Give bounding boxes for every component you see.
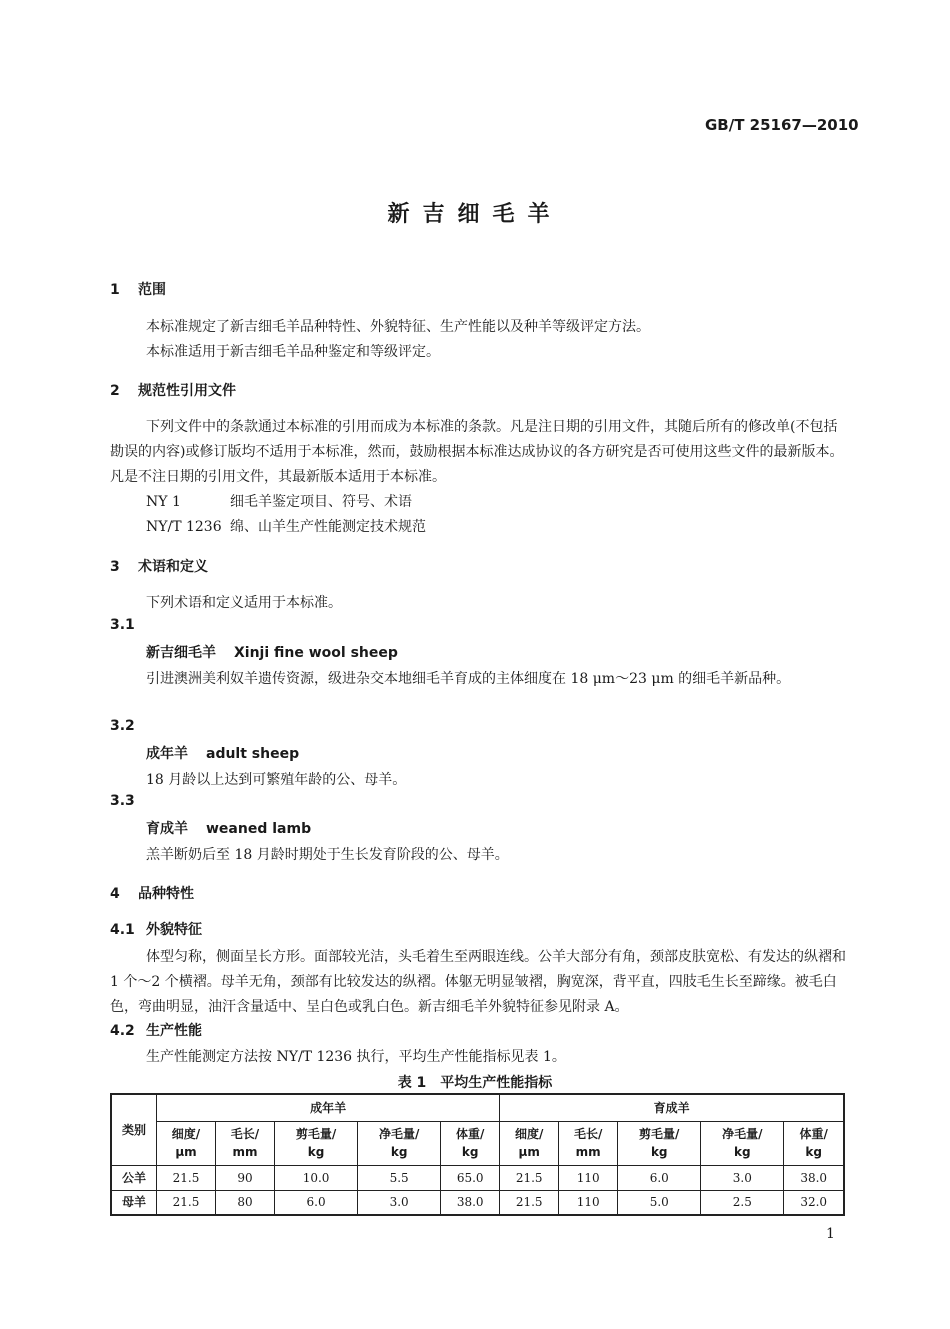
- section-number: 1: [110, 282, 120, 298]
- column-header: [216, 1121, 275, 1165]
- column-label: 剪毛量/: [639, 1127, 680, 1141]
- table-cell: 2.5: [701, 1190, 784, 1215]
- table-row: [111, 1190, 844, 1215]
- table-cell: 65.0: [441, 1165, 500, 1190]
- column-unit: kg: [307, 1145, 325, 1159]
- column-header: [701, 1121, 784, 1165]
- term-heading: [146, 642, 398, 662]
- paragraph: 体型匀称，侧面呈长方形。面部较光洁，头毛着生至两眼连线。公羊大部分有角，颈部皮肤宽松、有发达的纵褶和 1 个～2 个横褶。母羊无角，颈部有比较发达的纵褶。体躯无明显皱褶，胸宽深，背平直，四肢毛生长至蹄缘。被毛白色，弯曲明显，油汗含量适中、呈白色或乳白色。新吉细毛羊外貌特征参见附录 A。: [110, 949, 846, 1015]
- column-unit: kg: [461, 1145, 479, 1159]
- table-cell: 21.5: [157, 1165, 216, 1190]
- section-title: 术语和定义: [138, 559, 208, 575]
- table-cell: 90: [216, 1165, 275, 1190]
- term-zh: 育成羊: [146, 821, 188, 837]
- section-number: 4: [110, 886, 120, 902]
- normative-reference: [146, 515, 426, 540]
- reference-code: NY/T 1236: [146, 519, 222, 535]
- column-unit: μm: [518, 1145, 540, 1159]
- column-label: 细度/: [171, 1127, 201, 1141]
- term-zh: 新吉细毛羊: [146, 645, 216, 661]
- section-number: 4.2: [110, 1023, 135, 1039]
- term-en: weaned lamb: [206, 821, 312, 837]
- table-cell: 5.5: [358, 1165, 441, 1190]
- paragraph: 下列术语和定义适用于本标准。: [146, 595, 342, 611]
- paragraph: 本标准适用于新吉细毛羊品种鉴定和等级评定。: [146, 344, 440, 360]
- paragraph: 下列文件中的条款通过本标准的引用而成为本标准的条款。凡是注日期的引用文件，其随后所有的修改单(不包括勘误的内容)或修订版均不适用于本标准，然而，鼓励根据本标准达成协议的各方研究是否可使用这些文件的最新版本。凡是不注日期的引用文件，其最新版本适用于本标准。: [110, 419, 844, 485]
- column-unit: mm: [232, 1145, 258, 1159]
- table-cell: 3.0: [358, 1190, 441, 1215]
- column-unit: kg: [650, 1145, 668, 1159]
- column-label: 细度/: [514, 1127, 544, 1141]
- subsection-4-2-heading: [110, 1020, 202, 1040]
- column-header: [618, 1121, 701, 1165]
- section-title: 外貌特征: [146, 922, 202, 938]
- term-heading: [146, 743, 299, 763]
- group-header-weaned: 育成羊: [500, 1094, 844, 1121]
- section-1-heading: [110, 279, 166, 299]
- performance-table: [110, 1093, 845, 1216]
- clause-number: 3.2: [110, 718, 135, 734]
- section-number: 4.1: [110, 922, 135, 938]
- standard-code: GB/T 25167—2010: [705, 116, 859, 134]
- table-cell: 38.0: [784, 1165, 844, 1190]
- section-title: 生产性能: [146, 1023, 202, 1039]
- table-cell: 110: [559, 1165, 618, 1190]
- column-header: [358, 1121, 441, 1165]
- section-title: 范围: [138, 282, 166, 298]
- subsection-4-1-heading: [110, 919, 202, 939]
- column-header: [275, 1121, 358, 1165]
- clause-number: 3.3: [110, 793, 135, 809]
- section-3-heading: [110, 556, 208, 576]
- column-unit: μm: [175, 1145, 197, 1159]
- term-heading: [146, 818, 311, 838]
- term-zh: 成年羊: [146, 746, 188, 762]
- group-header-adult: 成年羊: [157, 1094, 500, 1121]
- table-cell: 6.0: [275, 1190, 358, 1215]
- section-title: 规范性引用文件: [138, 383, 236, 399]
- term-definition: 引进澳洲美利奴羊遗传资源，级进杂交本地细毛羊育成的主体细度在 18 μm～23 μm 的细毛羊新品种。: [146, 671, 791, 687]
- column-label: 体重/: [455, 1127, 485, 1141]
- term-definition: 18 月龄以上达到可繁殖年龄的公、母羊。: [146, 772, 407, 788]
- reference-title: 绵、山羊生产性能测定技术规范: [230, 519, 426, 535]
- table-cell: 21.5: [157, 1190, 216, 1215]
- page-number: 1: [826, 1226, 835, 1242]
- reference-code: NY 1: [146, 494, 181, 510]
- table-caption: 表 1 平均生产性能指标: [397, 1075, 553, 1091]
- column-header: [784, 1121, 844, 1165]
- column-unit: kg: [805, 1145, 822, 1159]
- table-cell: 38.0: [441, 1190, 500, 1215]
- table-cell: 6.0: [618, 1165, 701, 1190]
- clause-number: 3.1: [110, 617, 135, 633]
- table-row: [111, 1165, 844, 1190]
- column-label: 剪毛量/: [295, 1127, 337, 1141]
- column-label: 净毛量/: [722, 1127, 763, 1141]
- table-cell: 21.5: [500, 1190, 559, 1215]
- table-cell: 5.0: [618, 1190, 701, 1215]
- section-4-heading: [110, 883, 194, 903]
- column-label: 毛长/: [573, 1127, 603, 1141]
- row-label: 公羊: [111, 1165, 157, 1190]
- term-en: Xinji fine wool sheep: [234, 645, 398, 661]
- column-header: [559, 1121, 618, 1165]
- section-number: 2: [110, 383, 120, 399]
- paragraph: 本标准规定了新吉细毛羊品种特性、外貌特征、生产性能以及种羊等级评定方法。: [146, 319, 650, 335]
- table-cell: 10.0: [275, 1165, 358, 1190]
- column-label: 净毛量/: [378, 1127, 420, 1141]
- term-definition: 羔羊断奶后至 18 月龄时期处于生长发育阶段的公、母羊。: [146, 847, 509, 863]
- row-label: 母羊: [111, 1190, 157, 1215]
- table-cell: 21.5: [500, 1165, 559, 1190]
- column-label: 毛长/: [230, 1127, 260, 1141]
- document-title: 新吉细毛羊: [387, 202, 563, 227]
- column-header: [441, 1121, 500, 1165]
- column-unit: kg: [734, 1145, 751, 1159]
- section-number: 3: [110, 559, 120, 575]
- reference-title: 细毛羊鉴定项目、符号、术语: [230, 494, 412, 510]
- term-en: adult sheep: [206, 746, 300, 762]
- column-label: 体重/: [799, 1127, 828, 1141]
- category-header: 类别: [111, 1094, 157, 1165]
- section-title: 品种特性: [138, 886, 194, 902]
- section-2-heading: [110, 380, 236, 400]
- column-header: [157, 1121, 216, 1165]
- table-cell: 32.0: [784, 1190, 844, 1215]
- column-unit: mm: [575, 1145, 601, 1159]
- normative-reference: [146, 490, 412, 515]
- table-cell: 110: [559, 1190, 618, 1215]
- paragraph: 生产性能测定方法按 NY/T 1236 执行，平均生产性能指标见表 1。: [146, 1049, 566, 1065]
- table-cell: 80: [216, 1190, 275, 1215]
- column-header: [500, 1121, 559, 1165]
- column-unit: kg: [390, 1145, 408, 1159]
- table-cell: 3.0: [701, 1165, 784, 1190]
